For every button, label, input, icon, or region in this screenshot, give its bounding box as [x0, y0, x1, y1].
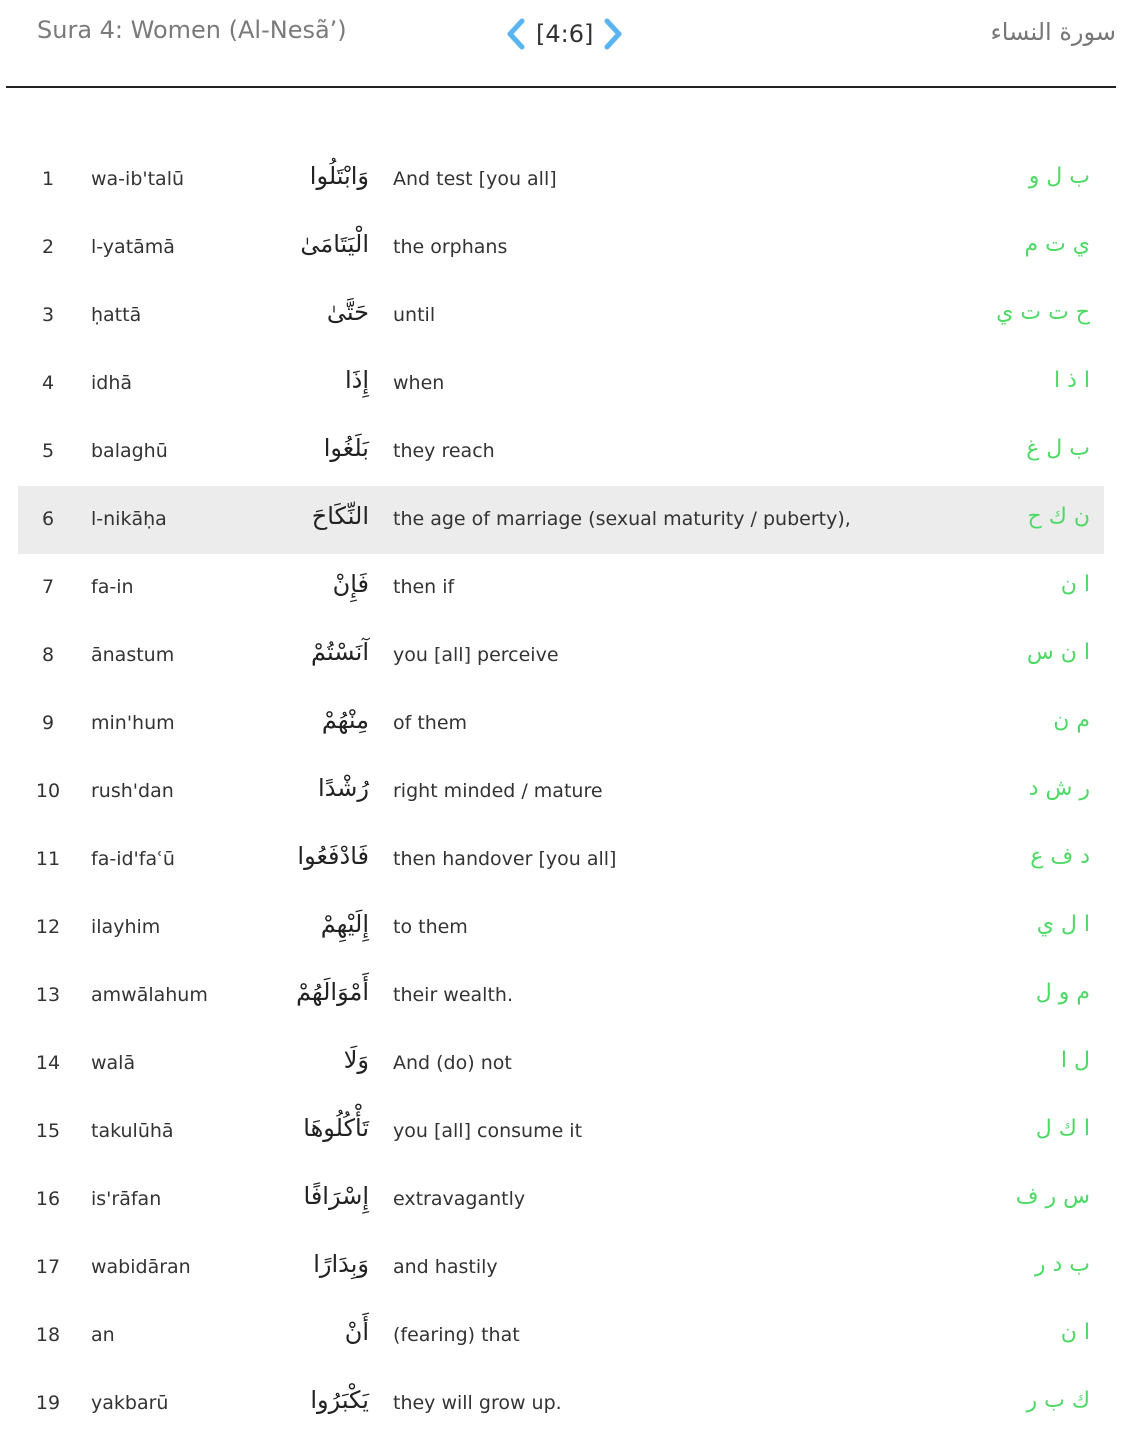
word-row[interactable] [18, 1302, 1104, 1370]
word-meaning: the age of marriage (sexual maturity / puberty), [393, 508, 851, 530]
word-number: 3 [41, 304, 55, 326]
word-row[interactable] [18, 758, 1104, 826]
word-meaning: and hastily [393, 1256, 498, 1278]
word-number: 12 [35, 916, 61, 938]
word-number: 19 [35, 1392, 61, 1414]
word-transliteration: yakbarū [91, 1392, 169, 1414]
word-transliteration: min'hum [91, 712, 175, 734]
verse-navigator [502, 14, 627, 54]
word-meaning: until [393, 304, 436, 326]
word-meaning: right minded / mature [393, 780, 603, 802]
word-arabic: رُشْدًا [318, 774, 369, 802]
word-meaning: And test [you all] [393, 168, 557, 190]
word-meaning: then handover [you all] [393, 848, 617, 870]
word-transliteration: wabidāran [91, 1256, 191, 1278]
word-meaning: they reach [393, 440, 495, 462]
word-meaning: the orphans [393, 236, 508, 258]
word-meaning: you [all] perceive [393, 644, 559, 666]
word-meaning: then if [393, 576, 455, 598]
word-transliteration: l-yatāmā [91, 236, 175, 258]
word-arabic: وَلَا [343, 1046, 369, 1074]
word-row[interactable] [18, 1370, 1104, 1438]
word-number: 11 [35, 848, 61, 870]
word-number: 4 [41, 372, 55, 394]
word-transliteration: l-nikāḥa [91, 508, 167, 530]
word-row[interactable] [18, 1166, 1104, 1234]
word-root: ا ل ي [1036, 912, 1090, 937]
word-transliteration: fa-id'faʿū [91, 848, 175, 870]
word-number: 2 [41, 236, 55, 258]
word-arabic: آنَسْتُمْ [311, 638, 369, 666]
word-transliteration: fa-in [91, 576, 134, 598]
verse-reference: [4:6] [536, 20, 594, 48]
word-number: 17 [35, 1256, 61, 1278]
chevron-right-icon[interactable] [599, 14, 627, 54]
word-row[interactable] [18, 622, 1104, 690]
word-transliteration: balaghū [91, 440, 168, 462]
word-arabic: إِسْرَافًا [303, 1182, 369, 1210]
word-arabic: مِنْهُمْ [321, 706, 369, 734]
word-meaning: extravagantly [393, 1188, 526, 1210]
word-arabic: أَمْوَالَهُمْ [296, 978, 369, 1006]
word-root: ل ا [1060, 1048, 1090, 1073]
word-transliteration: amwālahum [91, 984, 208, 1006]
word-meaning: (fearing) that [393, 1324, 520, 1346]
word-meaning: you [all] consume it [393, 1120, 583, 1142]
header [0, 0, 1130, 88]
word-root: ي ت م [1024, 232, 1090, 257]
word-root: م ن [1053, 708, 1090, 733]
word-transliteration: ānastum [91, 644, 175, 666]
word-number: 6 [41, 508, 55, 530]
word-arabic: فَادْفَعُوا [297, 842, 369, 870]
word-number: 1 [41, 168, 55, 190]
word-root: ا ذ ا [1053, 368, 1090, 393]
word-root: د ف ع [1030, 844, 1090, 869]
word-meaning: to them [393, 916, 468, 938]
word-number: 14 [35, 1052, 61, 1074]
word-meaning: of them [393, 712, 468, 734]
word-number: 8 [41, 644, 55, 666]
word-number: 9 [41, 712, 55, 734]
word-arabic: تَأْكُلُوهَا [303, 1114, 369, 1142]
word-root: ر ش د [1028, 776, 1090, 801]
word-arabic: الْيَتَامَىٰ [300, 230, 369, 258]
word-meaning: their wealth. [393, 984, 513, 1006]
word-root: ا ن [1060, 572, 1090, 597]
word-row[interactable] [18, 1030, 1104, 1098]
word-arabic: يَكْبَرُوا [310, 1386, 369, 1414]
word-row[interactable] [18, 962, 1104, 1030]
word-number: 18 [35, 1324, 61, 1346]
word-root: ك ب ر [1026, 1388, 1090, 1413]
word-row[interactable] [18, 486, 1104, 554]
word-root: ن ك ح [1027, 504, 1090, 529]
word-meaning: they will grow up. [393, 1392, 562, 1414]
word-transliteration: an [91, 1324, 115, 1346]
word-root: س ر ف [1015, 1184, 1090, 1209]
sura-arabic-title: سورة النساء [990, 18, 1116, 46]
word-meaning: when [393, 372, 445, 394]
chevron-left-icon[interactable] [502, 14, 530, 54]
word-transliteration: walā [91, 1052, 136, 1074]
word-row[interactable] [18, 690, 1104, 758]
word-arabic: بَلَغُوا [323, 434, 369, 462]
word-arabic: إِذَا [344, 366, 369, 394]
word-row[interactable] [18, 826, 1104, 894]
word-transliteration: idhā [91, 372, 133, 394]
word-root: ا ن س [1026, 640, 1090, 665]
word-row[interactable] [18, 1234, 1104, 1302]
word-row[interactable] [18, 350, 1104, 418]
word-list [18, 146, 1104, 1438]
word-meaning: And (do) not [393, 1052, 512, 1074]
word-number: 7 [41, 576, 55, 598]
word-root: ح ت ت ي [996, 300, 1090, 325]
word-root: ا ك ل [1035, 1116, 1090, 1141]
word-number: 16 [35, 1188, 61, 1210]
word-root: ا ن [1060, 1320, 1090, 1345]
word-transliteration: rush'dan [91, 780, 174, 802]
word-transliteration: wa-ib'talū [91, 168, 185, 190]
word-arabic: فَإِنْ [332, 570, 369, 598]
word-arabic: حَتَّىٰ [326, 298, 369, 326]
word-arabic: وَبِدَارًا [313, 1250, 369, 1278]
word-arabic: وَابْتَلُوا [309, 162, 369, 190]
word-root: ب ل غ [1026, 436, 1090, 461]
word-number: 5 [41, 440, 55, 462]
word-arabic: أَنْ [344, 1318, 369, 1346]
header-divider [6, 86, 1116, 88]
word-row[interactable] [18, 554, 1104, 622]
word-row[interactable] [18, 146, 1104, 214]
word-transliteration: ilayhim [91, 916, 161, 938]
word-transliteration: is'rāfan [91, 1188, 162, 1210]
word-root: ب ل و [1028, 164, 1090, 189]
word-row[interactable] [18, 282, 1104, 350]
word-number: 10 [35, 780, 61, 802]
sura-title: Sura 4: Women (Al-Nesã’) [37, 16, 347, 44]
word-row[interactable] [18, 214, 1104, 282]
word-transliteration: ḥattā [91, 304, 142, 326]
word-number: 15 [35, 1120, 61, 1142]
word-row[interactable] [18, 1098, 1104, 1166]
word-root: م و ل [1035, 980, 1090, 1005]
word-number: 13 [35, 984, 61, 1006]
word-transliteration: takulūhā [91, 1120, 174, 1142]
word-arabic: إِلَيْهِمْ [320, 910, 369, 938]
word-arabic: النِّكَاحَ [311, 502, 369, 530]
word-row[interactable] [18, 418, 1104, 486]
word-root: ب د ر [1034, 1252, 1090, 1277]
word-row[interactable] [18, 894, 1104, 962]
